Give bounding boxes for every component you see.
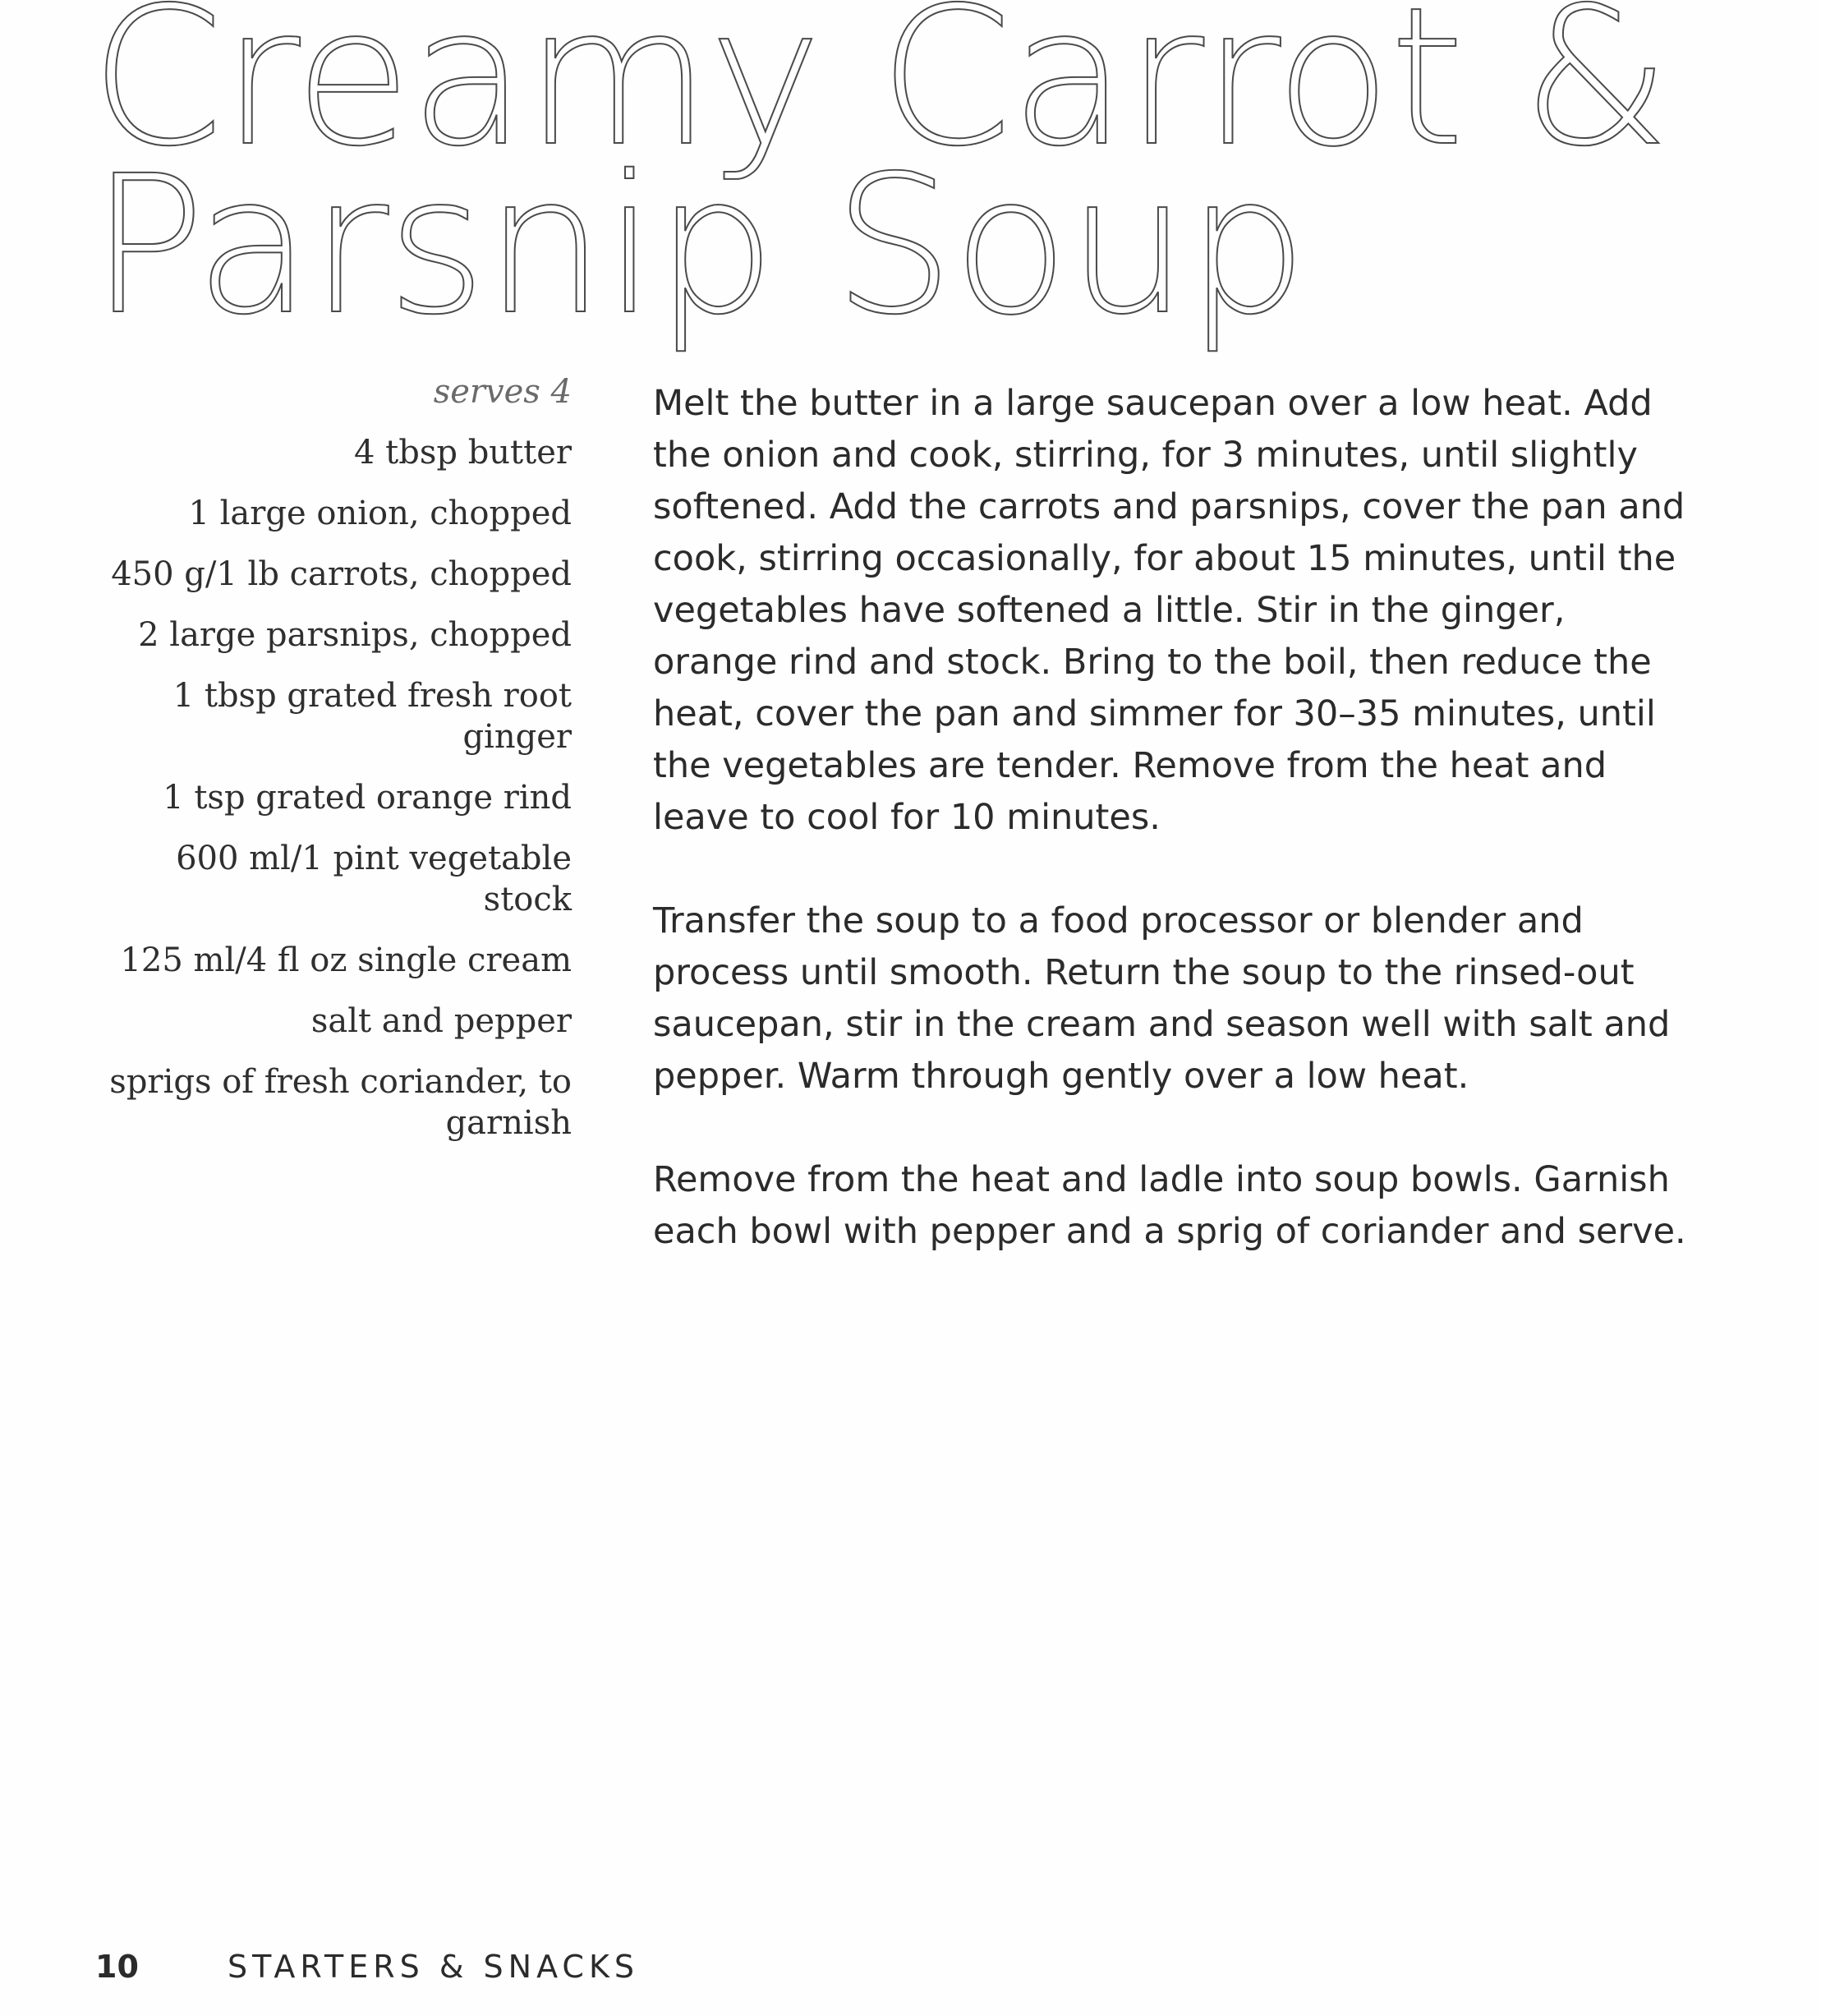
recipe-title-line-2: Parsnip Soup (90, 135, 1306, 357)
ingredient-item: 1 large onion, chopped (188, 495, 572, 532)
method-step: Melt the butter in a large saucepan over a low heat. Add the onion and cook, stirring, for 3 minutes, until slightly softened. Add the carrots and parsnips, cover the pan and cook, stirring occasionally, for about 15 minutes, until the vegetables have softened a little. Stir in the ginger, orange rind and stock. Bring to the boil, then reduce the heat, cover the pan and simmer for 30–35 minutes, until the vegetables are tender. Remove from the heat and leave to cool for 10 minutes. (653, 383, 1685, 838)
ingredient-item: 125 ml/4 fl oz single cream (120, 941, 572, 979)
ingredient-item: 1 tsp grated orange rind (163, 779, 572, 817)
method-step: Remove from the heat and ladle into soup bowls. Garnish each bowl with pepper and a sprig of coriander and serve. (653, 1159, 1686, 1252)
page-footer (95, 1949, 639, 1985)
recipe-title (90, 0, 1669, 357)
ingredients-list (82, 432, 572, 1144)
serves-label: serves 4 (433, 373, 572, 411)
ingredients-column (82, 371, 572, 1163)
ingredient-item: 450 g/1 lb carrots, chopped (111, 555, 572, 593)
method-step: Transfer the soup to a food processor or blender and process until smooth. Return the soup to the rinsed-out saucepan, stir in the cream and season well with salt and pepper. Warm through gently over a low heat. (653, 900, 1671, 1097)
ingredient-item: sprigs of fresh coriander, to garnish (109, 1063, 572, 1142)
ingredient-item: 1 tbsp grated fresh root ginger (172, 677, 572, 756)
section-name: STARTERS & SNACKS (227, 1949, 639, 1985)
recipe-title-line-1: Creamy Carrot & (90, 0, 1669, 188)
method-column (653, 378, 1688, 1309)
ingredient-item: 4 tbsp butter (354, 434, 572, 472)
ingredient-item: 2 large parsnips, chopped (138, 616, 572, 654)
page-number: 10 (95, 1949, 139, 1985)
ingredient-item: salt and pepper (310, 1002, 572, 1040)
ingredient-item: 600 ml/1 pint vegetable stock (176, 840, 572, 918)
